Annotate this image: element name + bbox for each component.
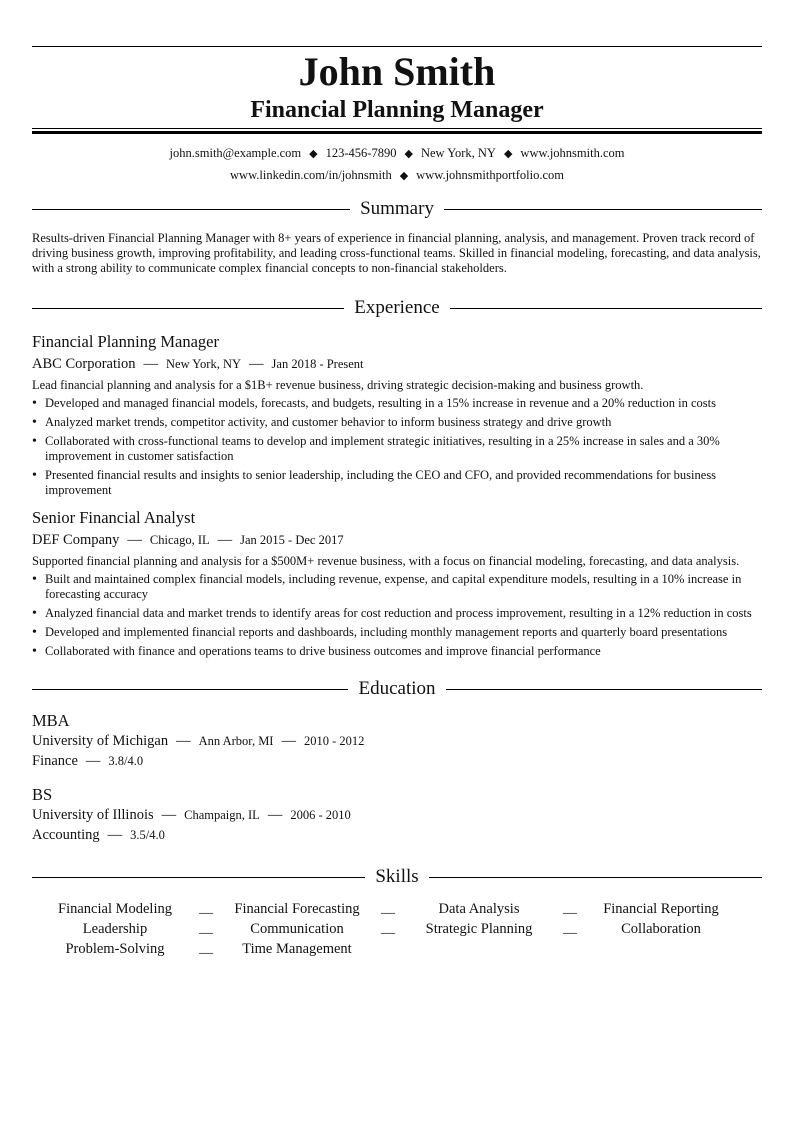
edu-degree: MBA bbox=[32, 711, 70, 730]
skill-separator: __ bbox=[199, 901, 213, 916]
skill-item: Problem-Solving bbox=[65, 940, 165, 957]
skill-item: Financial Reporting bbox=[603, 900, 719, 917]
contact-portfolio[interactable]: www.johnsmithportfolio.com bbox=[416, 168, 564, 182]
education-title: Education bbox=[358, 678, 436, 699]
skill-separator: __ bbox=[381, 901, 395, 916]
contact-phone[interactable]: 123-456-7890 bbox=[325, 146, 397, 160]
job-bullet: • Collaborated with finance and operations teams to drive business outcomes and improve financial performance bbox=[32, 644, 601, 659]
skill-separator: __ bbox=[563, 921, 577, 936]
edu-location: Ann Arbor, MI bbox=[198, 734, 274, 748]
edu-school: University of Michigan bbox=[32, 733, 169, 749]
diamond-separator-icon: ◆ bbox=[309, 148, 318, 160]
job-description: Supported financial planning and analysis for a $500M+ revenue business, with a focus on financial modeling, forecasting, and data analysis. bbox=[32, 554, 740, 568]
edu-field: Accounting bbox=[32, 827, 100, 843]
header-thin-rule bbox=[32, 128, 762, 129]
bullet-icon: • bbox=[32, 625, 37, 640]
job-company: ABC Corporation bbox=[32, 356, 136, 372]
edu-gpa: 3.8/4.0 bbox=[108, 754, 144, 768]
candidate-role: Financial Planning Manager bbox=[250, 97, 544, 123]
job-title: Senior Financial Analyst bbox=[32, 508, 196, 527]
skill-item: Communication bbox=[250, 920, 344, 937]
skill-separator: __ bbox=[381, 921, 395, 936]
resume-page bbox=[32, 46, 762, 959]
edu-dates: 2010 - 2012 bbox=[303, 734, 365, 748]
edu-dates: 2006 - 2010 bbox=[290, 808, 351, 822]
skill-separator: __ bbox=[199, 921, 213, 936]
edu-school: University of Illinois bbox=[32, 807, 154, 823]
candidate-name: John Smith bbox=[298, 49, 496, 94]
education-entry bbox=[32, 711, 762, 771]
job-bullets bbox=[32, 396, 762, 498]
experience-title: Experience bbox=[354, 297, 440, 318]
skills-grid bbox=[32, 899, 762, 959]
edu-field-line: Finance — 3.8/4.0 bbox=[32, 753, 144, 769]
diamond-separator-icon: ◆ bbox=[503, 148, 513, 160]
contact-line-2 bbox=[32, 165, 762, 187]
contact-email[interactable]: john.smith@example.com bbox=[169, 146, 302, 160]
summary-text: Results-driven Financial Planning Manager with 8+ years of experience in financial planning, analysis, and management. Proven track record of driving business growth, improving profitability, and leading cross-functional teams. Skilled in financial modeling, forecasting, and data analysis, with a strong ability to communicate complex financial concepts to non-financial stakeholders. bbox=[32, 231, 761, 275]
job-dates: Jan 2018 - Present bbox=[271, 357, 364, 371]
bullet-icon: • bbox=[32, 606, 37, 621]
education-entry bbox=[32, 785, 762, 845]
skill-separator: __ bbox=[563, 901, 577, 916]
job-entry bbox=[32, 508, 762, 659]
diamond-separator-icon: ◆ bbox=[399, 170, 409, 182]
bullet-icon: • bbox=[32, 415, 37, 430]
job-dates: Jan 2015 - Dec 2017 bbox=[240, 533, 344, 547]
summary-title: Summary bbox=[360, 198, 434, 219]
contact-website[interactable]: www.johnsmith.com bbox=[520, 146, 625, 160]
section-rule-right bbox=[450, 308, 762, 309]
section-rule-left bbox=[32, 209, 350, 210]
skill-item: Strategic Planning bbox=[425, 920, 533, 937]
skill-item: Financial Modeling bbox=[58, 900, 172, 917]
skill-item: Financial Forecasting bbox=[234, 900, 360, 917]
skills-section-heading bbox=[32, 865, 762, 889]
job-bullet: • Presented financial results and insights to senior leadership, including the CEO and CFO, and provided recommendations for business improvement bbox=[32, 468, 717, 497]
skills-row bbox=[32, 899, 762, 919]
edu-location: Champaign, IL bbox=[184, 808, 260, 822]
skill-item: Data Analysis bbox=[438, 900, 520, 917]
section-rule-left bbox=[32, 308, 344, 309]
skills-title: Skills bbox=[375, 866, 419, 887]
job-bullet: • Analyzed financial data and market trends to identify areas for cost reduction and process improvement, resulting in a 12% reduction in costs bbox=[32, 606, 752, 621]
job-description: Lead financial planning and analysis for a $1B+ revenue business, driving strategic decision-making and business growth. bbox=[32, 378, 644, 392]
summary-section-heading bbox=[32, 197, 762, 221]
job-meta: ABC Corporation — New York, NY — Jan 2018 - Present bbox=[32, 356, 364, 372]
diamond-separator-icon: ◆ bbox=[404, 148, 413, 160]
bullet-icon: • bbox=[32, 644, 37, 659]
section-rule-right bbox=[444, 209, 762, 210]
job-bullet: • Built and maintained complex financial models, including revenue, expense, and capital expenditure models, resulting in a 10% increase in forecasting accuracy bbox=[32, 572, 742, 601]
job-bullet: • Developed and managed financial models, forecasts, and budgets, resulting in a 15% increase in revenue and a 20% reduction in costs bbox=[32, 396, 716, 411]
header-thick-rule bbox=[32, 131, 762, 134]
bullet-icon: • bbox=[32, 572, 37, 587]
skill-item: Leadership bbox=[82, 920, 148, 937]
edu-field: Finance bbox=[32, 753, 78, 769]
header-top-rule bbox=[32, 46, 762, 47]
section-rule-left bbox=[32, 877, 365, 878]
section-rule-right bbox=[446, 689, 762, 690]
edu-field-line: Accounting — 3.5/4.0 bbox=[32, 827, 165, 843]
job-bullets bbox=[32, 572, 762, 659]
job-title: Financial Planning Manager bbox=[32, 332, 219, 351]
job-location: New York, NY bbox=[166, 357, 242, 371]
job-meta: DEF Company — Chicago, IL — Jan 2015 - Dec 2017 bbox=[32, 532, 344, 548]
skill-item: Time Management bbox=[242, 940, 352, 957]
contact-line-1 bbox=[32, 143, 762, 165]
edu-degree: BS bbox=[32, 785, 53, 804]
job-bullet: • Collaborated with cross-functional teams to develop and implement strategic initiatives, resulting in a 25% increase in sales and a 30% improvement in customer satisfaction bbox=[32, 434, 720, 463]
skill-item: Collaboration bbox=[621, 920, 701, 937]
job-company: DEF Company bbox=[32, 532, 120, 548]
contact-location: New York, NY bbox=[420, 146, 496, 160]
skills-row bbox=[32, 919, 762, 939]
bullet-icon: • bbox=[32, 396, 37, 411]
skill-separator: __ bbox=[199, 941, 213, 956]
section-rule-right bbox=[429, 877, 762, 878]
contact-linkedin[interactable]: www.linkedin.com/in/johnsmith bbox=[230, 168, 392, 182]
job-bullet: • Developed and implemented financial reports and dashboards, including monthly management reports and quarterly board presentations bbox=[32, 625, 728, 640]
skills-row bbox=[32, 939, 762, 959]
job-bullet: • Analyzed market trends, competitor activity, and customer behavior to inform business strategy and drive growth bbox=[32, 415, 612, 430]
contact-block bbox=[32, 143, 762, 187]
bullet-icon: • bbox=[32, 434, 37, 449]
experience-section-heading bbox=[32, 296, 762, 320]
education-section-heading bbox=[32, 677, 762, 701]
edu-school-line: University of Michigan — Ann Arbor, MI — 2010 - 2012 bbox=[32, 733, 365, 749]
edu-school-line: University of Illinois — Champaign, IL — 2006 - 2010 bbox=[32, 807, 351, 823]
job-location: Chicago, IL bbox=[149, 533, 210, 547]
section-rule-left bbox=[32, 689, 348, 690]
bullet-icon: • bbox=[32, 468, 37, 483]
job-entry bbox=[32, 332, 762, 498]
edu-gpa: 3.5/4.0 bbox=[130, 828, 165, 842]
